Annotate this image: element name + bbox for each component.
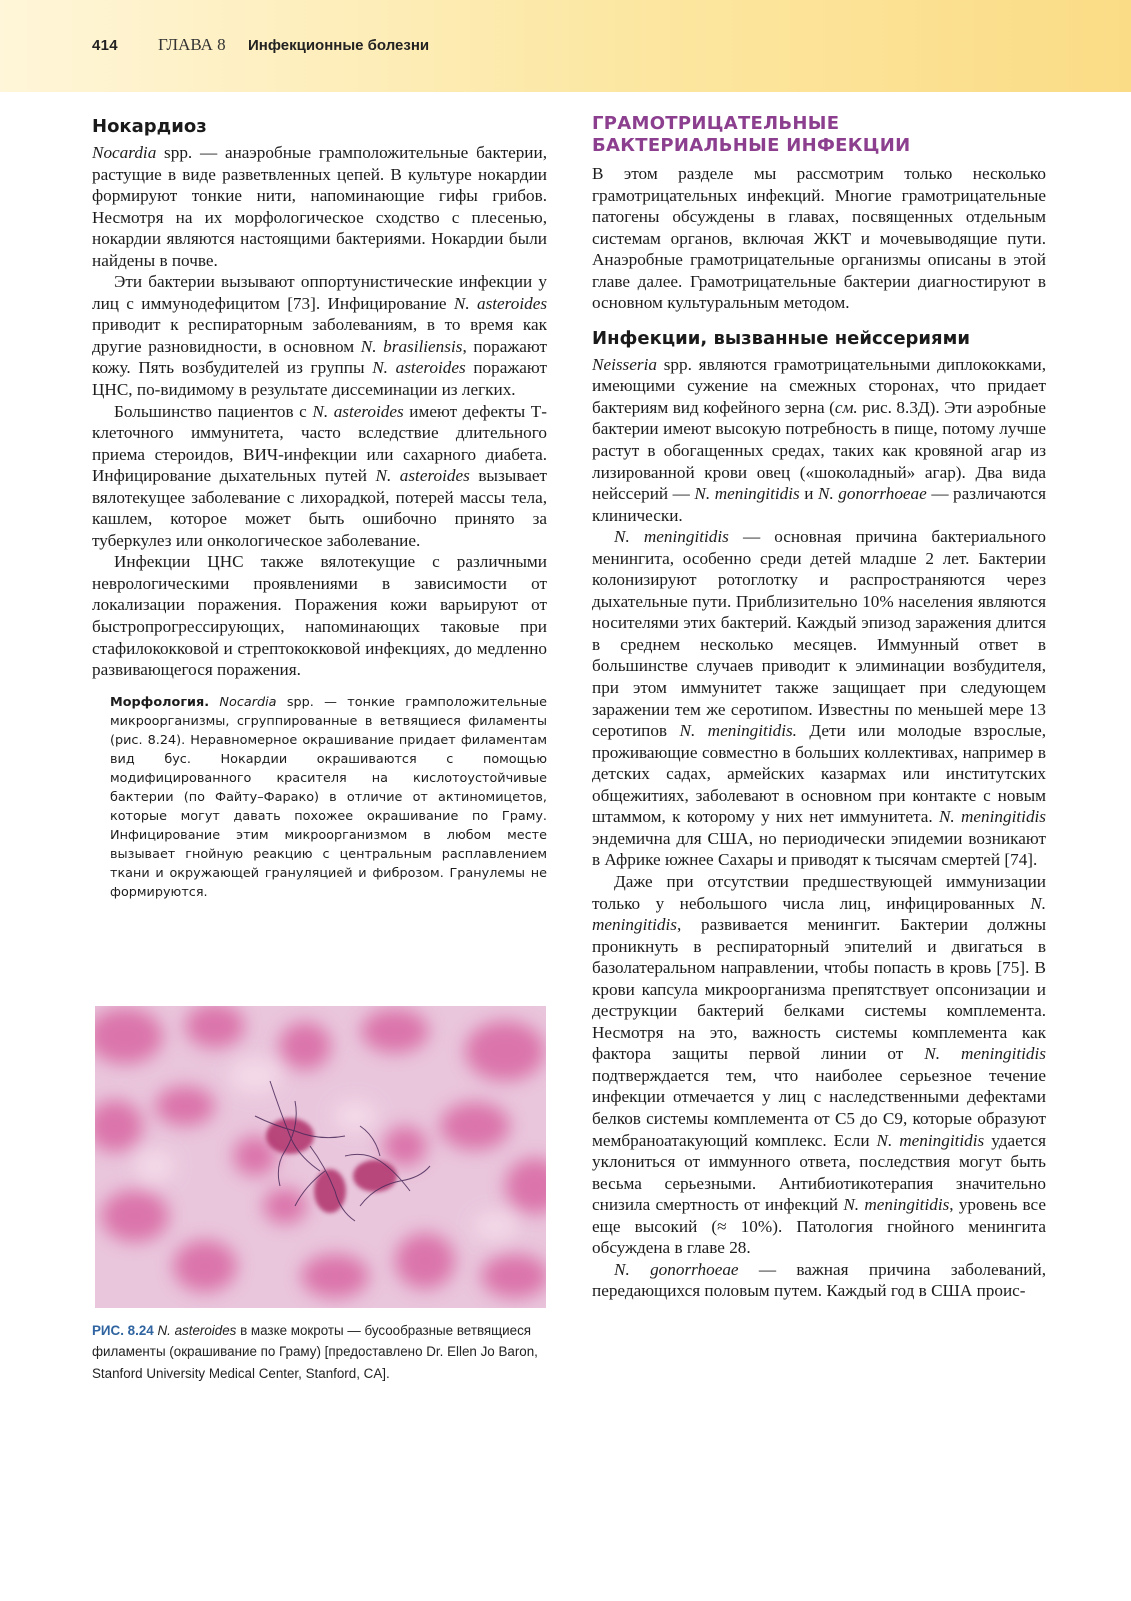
text-run: подтверждается тем, что наиболее серьезное течение инфекции отмечается у лиц с наследственными дефектами белков системы комплемента от С5 до С9, которые образуют мембраноатакующий комплекс. Если (592, 1065, 1046, 1150)
text-run: — различаются клинически. (592, 484, 1046, 525)
text-run: имеют дефекты Т-клеточного иммунитета, часто вследствие длительного приема стероидов, ВИЧ-инфекции или сахарного диабета. Инфицирование дыхательных путей (92, 401, 547, 486)
italic-term: N. asteroides (312, 401, 404, 421)
text-run: spp. — анаэробные грамположительные бактерии, растущие в виде разветвленных цепей. В культуре нокардии формируют тонкие нити, напоминающие гифы грибов. Несмотря на их морфологическое сходство с плесенью, нокардии являются настоящими бактериями. Нокардии были найдены в почве. (92, 143, 547, 270)
figure-label: РИС. 8.24 (92, 1323, 154, 1338)
micrograph-image (95, 1006, 546, 1308)
text-run: поражают ЦНС, по-видимому в результате диссеминации из легких. (92, 358, 547, 400)
text-run: Эти бактерии вызывают оппортунистические инфекции у лиц с иммунодефицитом [73]. Инфицирование (92, 272, 547, 313)
text-run: — основная причина бактериального менингита, особенно среди детей младше 2 лет. Бактерии колонизируют ротоглотку и распространяются через дыхательные пути. Приблизительно 10% населения являются носителями этих бактерий. Каждый эпизод заражения длится в среднем несколько месяцев. Иммунный ответ в большинстве случаев приводит к элиминации возбудителя, при этом иммунитет также защищает при следующем заражении тем же серотипом. Известны по меньшей мере 13 серотипов (592, 527, 1046, 741)
text-run: в мазке мокроты — бусообразные ветвящиеся филаменты (окрашивание по Граму) [предоставлено Dr. Ellen Jo Baron, Stanford University Medical Center, Stanford, CA]. (92, 1323, 538, 1381)
italic-term: N. meningitidis (843, 1195, 950, 1215)
figure-caption (92, 1320, 548, 1384)
italic-term: N. asteroides (372, 358, 466, 378)
text-run: Дети или молодые взрослые, проживающие совместно в больших коллективах, например в детских садах, армейских казармах или институтских общежитиях, заболевают в основном при контакте с новым штаммом, к которому у них нет иммунитета. (592, 721, 1046, 827)
section-heading-neisseria: Инфекции, вызванные нейссериями (592, 327, 970, 349)
paragraph-opportunistic (92, 271, 547, 400)
italic-term: N. meningitidis (694, 484, 800, 504)
text-run: приводит к респираторным заболеваниям, в то время как другие разновидности, в основном (92, 315, 547, 356)
italic-term: N. gonorrhoeae (817, 484, 927, 504)
italic-term: N. meningitidis (876, 1130, 985, 1150)
text-run: Даже при отсутствии предшествующей иммунизации только у небольшого числа лиц, инфицированных (592, 871, 1046, 913)
text-run: вызывает вялотекущее заболевание с лихорадкой, потерей массы тела, кашлем, которое может быть ошибочно принято за туберкулез или онкологическое заболевание. (92, 466, 547, 550)
paragraph-neisseria (592, 354, 1046, 526)
italic-term: Nocardia (92, 143, 157, 162)
section-heading-gram-negative (592, 112, 1046, 157)
italic-term: N. meningitidis (614, 527, 729, 547)
paragraph-meningitidis (592, 526, 1046, 871)
paragraph-immunization (592, 871, 1046, 1259)
italic-term: N. meningitidis (592, 893, 1046, 935)
text-run: рис. 8.3Д). Эти аэробные бактерии имеют высокую потребность в пище, потому лучше растут в обогащенных средах, таких как кровяной агар из лизированной крови овец («шоколадный» агар). Два вида нейссерий — (592, 397, 1046, 504)
paragraph-patients (92, 401, 547, 552)
italic-term: N. meningitidis (924, 1044, 1046, 1064)
heading-line-1: ГРАМОТРИЦАТЕЛЬНЫЕ (592, 113, 840, 134)
chapter-title: Инфекционные болезни (248, 37, 430, 54)
text-run: spp. — тонкие грамположительные микроорганизмы, сгруппированные в ветвящиеся филаменты (рис. 8.24). Неравномерное окрашивание придает филаментам вид бус. Нокардии окрашиваются с помощью модифицированного красителя на кислотоустойчивые бактерии (по Файту–Фарако) в отличие от актиномицетов, которые могут давать похожее окрашивание по Граму. Инфицирование этим микроорганизмом в любом месте вызывает гнойную реакцию с центральным расплавлением ткани и окружающей грануляцией и фиброзом. Гранулемы не формируются. (110, 694, 547, 900)
text-run: spp. являются грамотрицательными диплококками, имеющими сужение на смежных сторонах, что придает бактериям вид кофейного зерна ( (592, 354, 1046, 417)
text-run: , развивается менингит. Бактерии должны проникнуть в респираторный эпителий и двигаться в базолатеральном направлении, чтобы попасть в кровь [75]. В крови капсула микроорганизма препятствует опсонизации и деструкции бактерий белками системы комплемента. Несмотря на это, важность системы комплемента как фактора защиты первой линии от (592, 915, 1046, 1064)
right-column (592, 112, 1046, 1302)
paragraph-intro: В этом разделе мы рассмотрим только несколько грамотрицательных инфекций. Многие грамотрицательные патогены обсуждены в главах, посвященных отдельным системам органов, включая ЖКТ и мочевыводящие пути. Анаэробные грамотрицательные организмы описаны в этой главе далее. Грамотрицательные бактерии диагностируют в основном культуральным методом. (592, 164, 1046, 313)
italic-term: см. (834, 397, 858, 417)
text-run: Большинство пациентов с (114, 401, 313, 421)
text-run: удается уклониться от иммунного ответа, последствия могут быть весьма серьезными. Антибиотикотерапия значительно снизила смертность от инфекций (592, 1130, 1046, 1215)
paragraph-cns: Инфекции ЦНС также вялотекущие с различными неврологическими проявлениями в зависимости от локализации поражения. Поражения кожи варьируют от быстропрогрессирующих, напоминающих таковые при стафилококковой и стрептококковой инфекциях, до медленно развивающегося поражения. (92, 552, 547, 680)
italic-term: N. brasiliensis (360, 336, 463, 356)
paragraph-gonorrhoeae (592, 1259, 1046, 1302)
header-band (0, 0, 1131, 92)
text-run: , уровень все еще высокий (≈ 10%). Патология гнойного менингита обсуждена в главе 28. (592, 1195, 1046, 1258)
text-run: и (799, 484, 818, 504)
heading-line-2: БАКТЕРИАЛЬНЫЕ ИНФЕКЦИИ (592, 135, 911, 156)
italic-term: N. meningitidis. (679, 721, 797, 741)
chapter-label: ГЛАВА 8 (158, 35, 226, 54)
italic-term: N. asteroides (157, 1323, 237, 1338)
italic-term: Nocardia (219, 694, 277, 710)
left-column (92, 112, 547, 902)
text-run: эндемична для США, но периодически эпидемии возникают в Африке южнее Сахары и приводят к тысячам смертей [74]. (592, 828, 1046, 870)
text-run: — важная причина заболеваний, передающихся половым путем. Каждый год в США проис- (592, 1259, 1046, 1301)
italic-term: N. gonorrhoeae (614, 1259, 739, 1279)
italic-term: N. asteroides (375, 466, 470, 486)
section-heading-nocardiosis: Нокардиоз (92, 116, 207, 137)
italic-term: Neisseria (592, 354, 657, 374)
morphology-label: Морфология. (110, 694, 210, 710)
page-number: 414 (92, 37, 118, 54)
paragraph-nocardia-intro (92, 142, 547, 271)
italic-term: N. asteroides (453, 293, 548, 313)
italic-term: N. meningitidis (938, 807, 1046, 827)
morphology-box (110, 693, 547, 902)
text-run: , поражают кожу. Пять возбудителей из группы (92, 336, 547, 378)
